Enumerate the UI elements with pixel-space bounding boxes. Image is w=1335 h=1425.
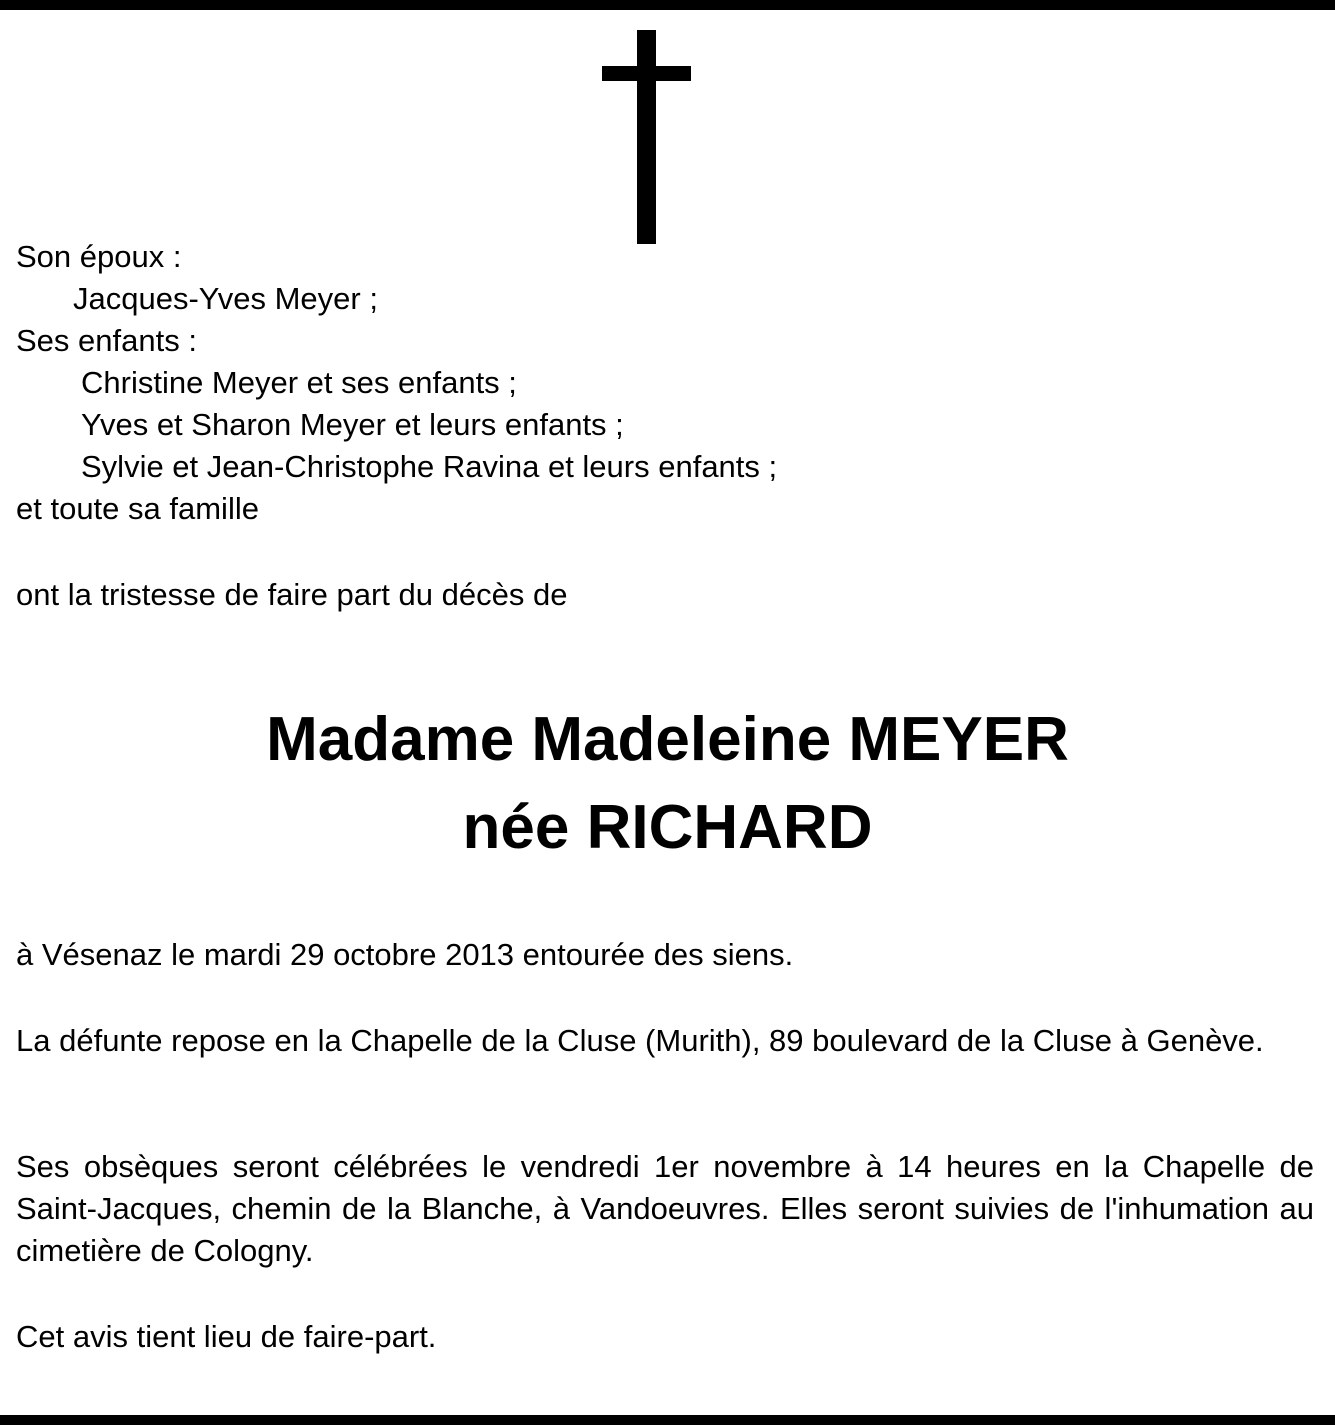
child-entry: Christine Meyer et ses enfants ;: [81, 365, 517, 400]
deceased-name: Madame Madeleine MEYER: [266, 705, 1069, 774]
funeral-paragraph: Ses obsèques seront célébrées le vendredi 1er novembre à 14 heures en la Chapelle de Saint-Jacques, chemin de la Blanche, à Vandoeuvres. Elles seront suivies de l'inhumation au cimetière de Cologny.: [16, 1149, 1314, 1268]
spouse-name: Jacques-Yves Meyer ;: [73, 281, 378, 316]
cross-icon: [602, 30, 691, 244]
children-heading: Ses enfants :: [16, 323, 197, 358]
child-entry: Sylvie et Jean-Christophe Ravina et leurs enfants ;: [81, 449, 778, 484]
bottom-border: [0, 1415, 1335, 1425]
top-border: [0, 0, 1335, 10]
spouse-heading: Son époux :: [16, 239, 182, 274]
death-paragraph: à Vésenaz le mardi 29 octobre 2013 entourée des siens.: [16, 937, 794, 972]
rest-place-paragraph: La défunte repose en la Chapelle de la Cluse (Murith), 89 boulevard de la Cluse à Genève.: [16, 1023, 1264, 1058]
family-rest: et toute sa famille: [16, 491, 259, 526]
notice-paragraph: Cet avis tient lieu de faire-part.: [16, 1319, 437, 1354]
child-entry: Yves et Sharon Meyer et leurs enfants ;: [81, 407, 624, 442]
deceased-maiden-name: née RICHARD: [462, 793, 873, 862]
announcement-text: ont la tristesse de faire part du décès de: [16, 577, 568, 612]
